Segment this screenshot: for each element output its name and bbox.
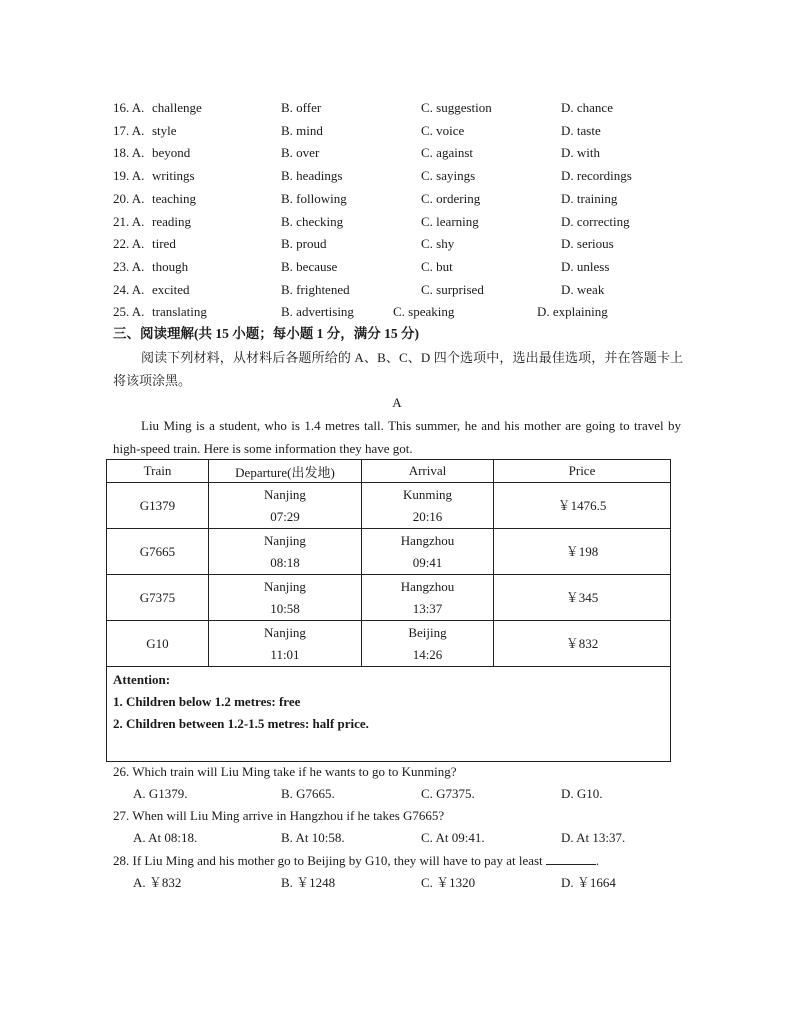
price: ￥832 (494, 621, 671, 667)
question-number: 16. A. (113, 100, 145, 115)
departure-cell (209, 575, 362, 621)
arrival-time: 20:16 (412, 508, 443, 524)
option-d: D. correcting (561, 213, 630, 229)
answer-option: B. At 10:58. (281, 830, 345, 845)
cloze-option-row (0, 256, 794, 278)
option-b: B. proud (281, 236, 327, 252)
departure-city: Nanjing (264, 486, 306, 502)
arrival-time: 09:41 (412, 554, 443, 570)
option-b: B. following (281, 190, 347, 206)
train-timetable (106, 459, 671, 762)
arrival-cell (362, 575, 494, 621)
option-b: B. over (281, 145, 320, 161)
departure-time: 08:18 (270, 554, 300, 570)
question-number: 21. A. (113, 213, 145, 229)
option-b: B. checking (281, 213, 344, 229)
arrival-city: Hangzhou (400, 532, 455, 548)
question-stem (113, 805, 444, 827)
answer-option: B. G7665. (281, 786, 335, 801)
option-d: D. chance (561, 100, 613, 115)
price: ￥198 (494, 529, 671, 575)
answer-option: C. At 09:41. (421, 830, 485, 845)
cloze-option-row (0, 188, 794, 210)
section-instruction: 阅读下列材料，从材料后各题所给的 A、B、C、D 四个选项中，选出最佳选项，并在答题卡上将该项涂黑。 (113, 350, 683, 388)
answer-option: A. At 08:18. (133, 830, 198, 845)
question-number: 18. A. (113, 145, 145, 161)
cloze-option-row (0, 142, 794, 164)
price: ￥345 (494, 575, 671, 621)
option-a: writings (152, 168, 195, 184)
header-departure: Departure(出发地) (209, 460, 362, 483)
departure-time: 07:29 (270, 508, 300, 524)
departure-city: Nanjing (264, 532, 306, 548)
option-a: style (152, 122, 177, 138)
option-c: C. ordering (421, 190, 481, 206)
attention-row (107, 667, 671, 762)
section-title: 三、阅读理解(共 15 小题；每小题 1 分，满分 15 分) (113, 326, 419, 341)
option-b: B. advertising (281, 304, 354, 320)
option-d: D. training (561, 190, 618, 206)
question-stem-text: 26. Which train will Liu Ming take if he wants to go to Kunming? (113, 764, 457, 779)
table-row (107, 621, 671, 667)
option-c: C. but (421, 258, 453, 274)
answer-blank (546, 851, 596, 865)
question-number: 24. A. (113, 281, 145, 297)
cloze-option-row (0, 279, 794, 301)
train-number: G7665 (107, 529, 209, 575)
departure-city: Nanjing (264, 624, 306, 640)
departure-time: 11:01 (270, 646, 300, 662)
answer-option: A. G1379. (133, 786, 188, 801)
cloze-option-row (0, 165, 794, 187)
attention-line: 1. Children below 1.2 metres: free (113, 694, 301, 709)
header-train: Train (107, 460, 209, 483)
question-number: 23. A. (113, 258, 145, 274)
arrival-cell (362, 529, 494, 575)
option-a: excited (152, 281, 190, 297)
question-number: 22. A. (113, 236, 145, 252)
table-row (107, 529, 671, 575)
header-arrival: Arrival (362, 460, 494, 483)
answer-option: A. ￥832 (133, 875, 182, 890)
answer-option: B. ￥1248 (281, 875, 336, 890)
option-d: D. taste (561, 122, 601, 138)
option-d: D. with (561, 145, 600, 161)
question-number: 25. A. (113, 304, 145, 320)
question-stem (113, 761, 456, 783)
answer-option: C. ￥1320 (421, 875, 476, 890)
option-a: reading (152, 213, 191, 229)
option-a: challenge (152, 100, 202, 115)
question-number: 20. A. (113, 190, 145, 206)
departure-cell (209, 529, 362, 575)
option-b: B. offer (281, 100, 322, 115)
train-number: G10 (107, 621, 209, 667)
train-number: G1379 (107, 483, 209, 529)
departure-time: 10:58 (270, 600, 300, 616)
arrival-city: Beijing (408, 624, 447, 640)
option-c: C. suggestion (421, 100, 492, 115)
option-a: though (152, 258, 189, 274)
answer-option: C. G7375. (421, 786, 475, 801)
question-number: 17. A. (113, 122, 145, 138)
option-b: B. because (281, 258, 338, 274)
table-header-row (107, 460, 671, 483)
departure-cell (209, 483, 362, 529)
departure-city: Nanjing (264, 578, 306, 594)
option-d: D. unless (561, 258, 610, 274)
arrival-cell (362, 621, 494, 667)
table-row (107, 483, 671, 529)
option-b: B. headings (281, 168, 343, 184)
option-c: C. voice (421, 122, 465, 138)
departure-cell (209, 621, 362, 667)
option-a: translating (152, 304, 207, 320)
question-number: 19. A. (113, 168, 145, 184)
cloze-option-row (0, 301, 794, 323)
option-d: D. explaining (537, 304, 608, 320)
answer-option: D. ￥1664 (561, 875, 616, 890)
option-c: C. speaking (393, 304, 455, 320)
option-c: C. learning (421, 213, 479, 229)
header-price: Price (494, 460, 671, 483)
option-d: D. weak (561, 281, 605, 297)
option-a: tired (152, 236, 176, 252)
question-stem: 28. If Liu Ming and his mother go to Beijing by G10, they will have to pay at least . (113, 853, 600, 868)
option-d: D. serious (561, 236, 614, 252)
option-c: C. shy (421, 236, 455, 252)
price: ￥1476.5 (494, 483, 671, 529)
question-stem-text: 28. If Liu Ming and his mother go to Beijing by G10, they will have to pay at least (113, 853, 543, 868)
answer-option: D. At 13:37. (561, 830, 626, 845)
cloze-option-row (0, 233, 794, 255)
arrival-cell (362, 483, 494, 529)
passage-text: Liu Ming is a student, who is 1.4 metres tall. This summer, he and his mother are going to travel by high-speed train. Here is some information they have got. (113, 418, 681, 456)
table-row (107, 575, 671, 621)
option-a: teaching (152, 190, 197, 206)
option-d: D. recordings (561, 168, 632, 184)
option-c: C. surprised (421, 281, 484, 297)
attention-box (107, 667, 671, 762)
arrival-time: 14:26 (412, 646, 443, 662)
train-number: G7375 (107, 575, 209, 621)
option-b: B. mind (281, 122, 323, 138)
cloze-option-row (0, 120, 794, 142)
arrival-city: Hangzhou (400, 578, 455, 594)
arrival-time: 13:37 (412, 600, 443, 616)
cloze-option-row (0, 97, 794, 119)
passage-letter: A (392, 395, 402, 410)
attention-title: Attention: (113, 672, 171, 687)
attention-line: 2. Children between 1.2-1.5 metres: half price. (113, 716, 369, 731)
arrival-city: Kunming (402, 486, 453, 502)
option-a: beyond (152, 145, 191, 161)
answer-option: D. G10. (561, 786, 603, 801)
option-c: C. sayings (421, 168, 476, 184)
option-b: B. frightened (281, 281, 350, 297)
question-stem-text: 27. When will Liu Ming arrive in Hangzhou if he takes G7665? (113, 808, 445, 823)
cloze-option-row (0, 211, 794, 233)
option-c: C. against (421, 145, 473, 161)
